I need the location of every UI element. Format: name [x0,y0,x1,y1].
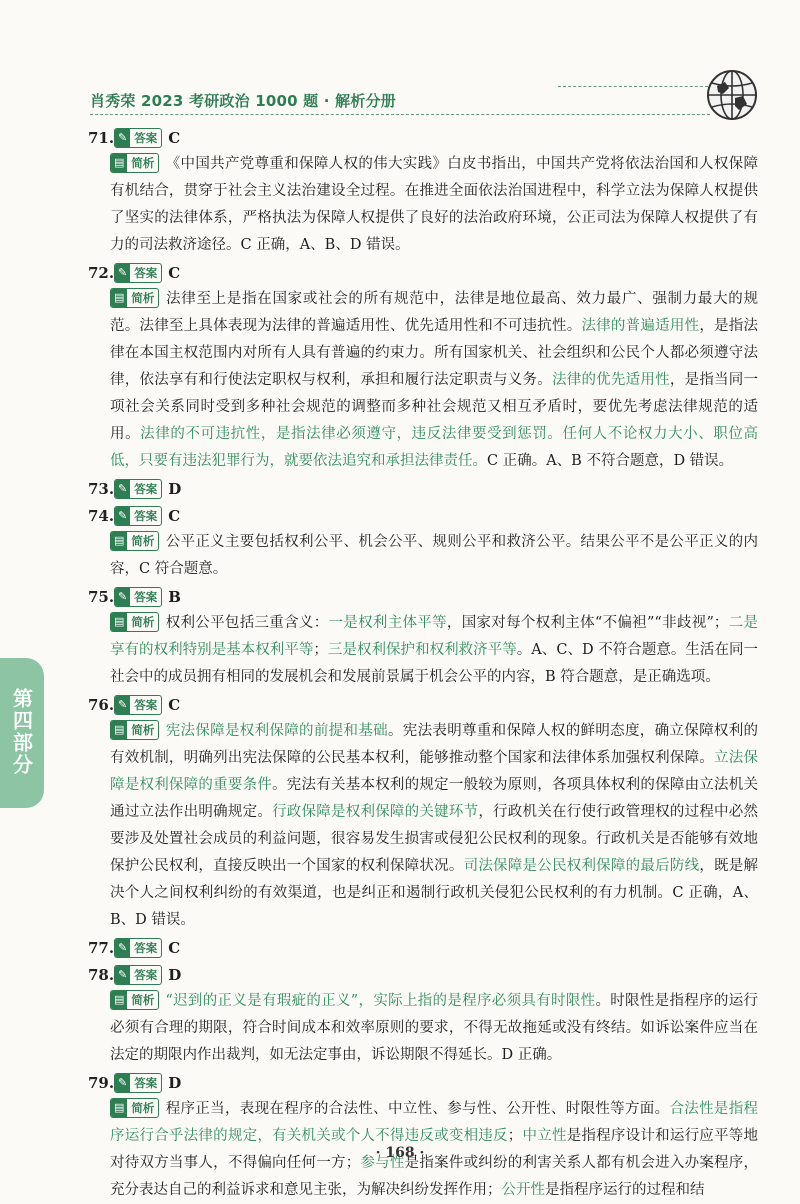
analysis-paragraph [110,286,758,475]
answer-letter: B [168,587,181,606]
question-number: 72. [88,263,115,282]
answer-icon: ✎ [115,1074,130,1092]
question-row [88,1069,758,1096]
analysis-badge [110,153,159,173]
highlighted-text: 立法保障是权利保障的重要条件 [110,750,758,793]
analysis-badge [110,531,159,551]
header-title: 肖秀荣 2023 考研政治 1000 题 · 解析分册 [90,92,396,110]
analysis-text: ，国家对每个权利主体“不偏袒”“非歧视”； [446,615,729,631]
highlighted-text: 行政保障是权利保障的关键环节 [272,804,479,820]
answer-badge [114,263,162,283]
analysis-paragraph [110,718,758,934]
question-number: 79. [88,1073,115,1092]
answer-letter: C [168,263,181,282]
answer-letter: C [168,695,181,714]
analysis-text: C 正确。A、B 不符合题意，D 错误。 [487,453,734,469]
question-row [88,259,758,286]
analysis-badge-label: 简析 [131,290,155,305]
question-number: 75. [88,587,115,606]
analysis-text: ； [507,1128,523,1144]
analysis-text: 。A、C、D 不符合题意。生活在同一社会中的成员拥有相同的发展机会和发展前景属于机会公平的内容，B 符合题意，是正确选项。 [110,642,759,685]
analysis-text: 。宪法表明尊重和保障人权的鲜明态度，确立保障权利的有效机制，明确列出宪法保障的公民基本权利，能够推动整个国家和法律体系加强权利保障。 [110,723,759,766]
analysis-icon: ▤ [111,532,127,550]
header-divider-top [558,86,708,87]
analysis-badge [110,1098,159,1118]
analysis-text: 权利公平包括三重含义： [165,615,329,631]
analysis-icon: ▤ [111,613,127,631]
answer-letter: C [168,128,181,147]
highlighted-text: 一是权利主体平等 [328,615,447,631]
analysis-text: ； [313,642,328,658]
question-row [88,934,758,961]
answer-icon: ✎ [115,966,130,984]
answer-icon: ✎ [115,507,130,525]
analysis-text: 法律至上是指在国家或社会的所有规范中，法律是地位最高、效力最广、强制力最大的规范。法律至上具体表现为法律的普遍适用性、优先适用性和不可违抗性。 [110,291,758,334]
answer-badge-label: 答案 [134,940,158,955]
analysis-paragraph [110,151,758,259]
answer-badge [114,938,162,958]
analysis-badge-label: 简析 [131,1100,155,1115]
answer-badge [114,695,162,715]
analysis-badge [110,990,159,1010]
highlighted-text: 二是享有的权利特别是基本权利平等 [110,615,759,658]
answer-icon: ✎ [115,264,130,282]
analysis-badge [110,612,159,632]
question-number: 73. [88,479,115,498]
highlighted-text: “迟到的正义是有瑕疵的正义”，实际上指的是程序必须具有时限性 [165,993,596,1009]
highlighted-text: 法律的不可违抗性，是指法律必须遵守，违反法律要受到惩罚。任何人不论权力大小、职位高低，只要有违法犯罪行为，就要依法追究和承担法律责任。 [110,426,759,469]
analysis-icon: ▤ [111,991,127,1009]
answer-badge [114,587,162,607]
analysis-text: 是指案件或纠纷的利害关系人都有机会进入办案程序，充分表达自己的利益诉求和意见主张，为解决纠纷发挥作用； [110,1155,759,1198]
answer-list [88,124,758,1204]
highlighted-text: 司法保障是公民权利保障的最后防线 [463,858,700,874]
question-row [88,583,758,610]
analysis-badge-label: 简析 [131,155,155,170]
analysis-icon: ▤ [111,721,127,739]
question-row [88,124,758,151]
section-tab-label: 第四部分 [9,688,34,776]
page-header [0,0,800,120]
question-number: 78. [88,965,115,984]
question-row [88,502,758,529]
answer-letter: D [168,965,182,984]
analysis-text: 《中国共产党尊重和保障人权的伟大实践》白皮书指出，中国共产党将依法治国和人权保障有机结合，贯穿于社会主义法治建设全过程。在推进全面依法治国进程中，科学立法为保障人权提供了坚实的法律体系，严格执法为保障人权提供了良好的法治政府环境，公正司法为保障人权提供了有力的司法救济途径。C 正确，A、B、D 错误。 [110,156,758,253]
question-number: 76. [88,695,115,714]
answer-badge-label: 答案 [134,967,158,982]
analysis-badge-label: 简析 [131,614,155,629]
analysis-text: 程序正当，表现在程序的合法性、中立性、参与性、公开性、时限性等方面。 [165,1101,670,1117]
answer-icon: ✎ [115,939,130,957]
analysis-badge [110,720,159,740]
answer-icon: ✎ [115,480,130,498]
analysis-icon: ▤ [111,154,127,172]
analysis-text: 是指程序设计和运行应平等地对待双方当事人，不得偏向任何一方； [110,1128,759,1171]
analysis-text: 。宪法有关基本权利的规定一般较为原则，各项具体权利的保障由立法机关通过立法作出明确规定。 [110,777,759,820]
analysis-text: 公平正义主要包括权利公平、机会公平、规则公平和救济公平。结果公平不是公平正义的内容，C 符合题意。 [110,534,758,577]
section-tab [0,658,44,808]
answer-badge-label: 答案 [134,130,158,145]
analysis-icon: ▤ [111,289,127,307]
analysis-text: ，既是解决个人之间权利纠纷的有效渠道，也是纠正和遏制行政机关侵犯公民权利的有力机制。C 正确，A、B、D 错误。 [110,858,759,928]
analysis-badge [110,288,159,308]
analysis-text: ，是指法律在本国主权范围内对所有人具有普遍的约束力。所有国家机关、社会组织和公民个人都必须遵守法律，依法享有和行使法定职权与权利，承担和履行法定职责与义务。 [110,318,759,388]
analysis-badge-label: 简析 [131,992,155,1007]
question-row [88,961,758,988]
question-row [88,691,758,718]
answer-badge-label: 答案 [134,589,158,604]
highlighted-text: 合法性是指程序运行合乎法律的规定，有关机关或个人不得违反或变相违反 [110,1101,759,1144]
analysis-text: 是指程序运行的过程和结 [545,1182,705,1198]
question-number: 77. [88,938,115,957]
highlighted-text: 法律的优先适用性 [551,372,670,388]
page-number: · 168 · [375,1145,425,1161]
answer-badge-label: 答案 [134,265,158,280]
answer-icon: ✎ [115,588,130,606]
answer-letter: D [168,1073,182,1092]
analysis-icon: ▤ [111,1099,127,1117]
highlighted-text: 宪法保障是权利保障的前提和基础 [165,723,388,739]
analysis-paragraph [110,610,758,691]
analysis-badge-label: 简析 [131,533,155,548]
answer-letter: C [168,506,181,525]
analysis-text: ，行政机关在行使行政管理权的过程中必然要涉及处置社会成员的利益问题，很容易发生损害或侵犯公民权利的现象。行政机关是否能够有效地保护公民权利，直接反映出一个国家的权利保障状况。 [110,804,759,874]
highlighted-text: 公开性 [501,1182,545,1198]
answer-badge-label: 答案 [134,481,158,496]
globe-icon [705,68,759,122]
answer-badge-label: 答案 [134,508,158,523]
answer-badge [114,506,162,526]
highlighted-text: 中立性 [522,1128,567,1144]
answer-badge [114,128,162,148]
answer-badge-label: 答案 [134,1075,158,1090]
answer-letter: C [168,938,181,957]
answer-letter: D [168,479,182,498]
answer-badge [114,479,162,499]
analysis-badge-label: 简析 [131,722,155,737]
analysis-paragraph [110,529,758,583]
analysis-text: ，是指当同一项社会关系同时受到多种社会规范的调整而多种社会规范又相互矛盾时，要优先考虑法律规范的适用。 [110,372,759,442]
question-number: 74. [88,506,115,525]
question-number: 71. [88,128,115,147]
analysis-paragraph [110,988,758,1069]
answer-badge [114,1073,162,1093]
highlighted-text: 三是权利保护和权利救济平等 [327,642,517,658]
answer-icon: ✎ [115,129,130,147]
answer-badge [114,965,162,985]
question-row [88,475,758,502]
header-divider [90,114,710,115]
analysis-text: 。时限性是指程序的运行必须有合理的期限，符合时间成本和效率原则的要求，不得无故拖延或没有终结。如诉讼案件应当在法定的期限内作出裁判，如无法定事由，诉讼期限不得延长。D 正确。 [110,993,759,1063]
answer-icon: ✎ [115,696,130,714]
highlighted-text: 参与性 [360,1155,405,1171]
highlighted-text: 法律的普遍适用性 [581,318,700,334]
answer-badge-label: 答案 [134,697,158,712]
